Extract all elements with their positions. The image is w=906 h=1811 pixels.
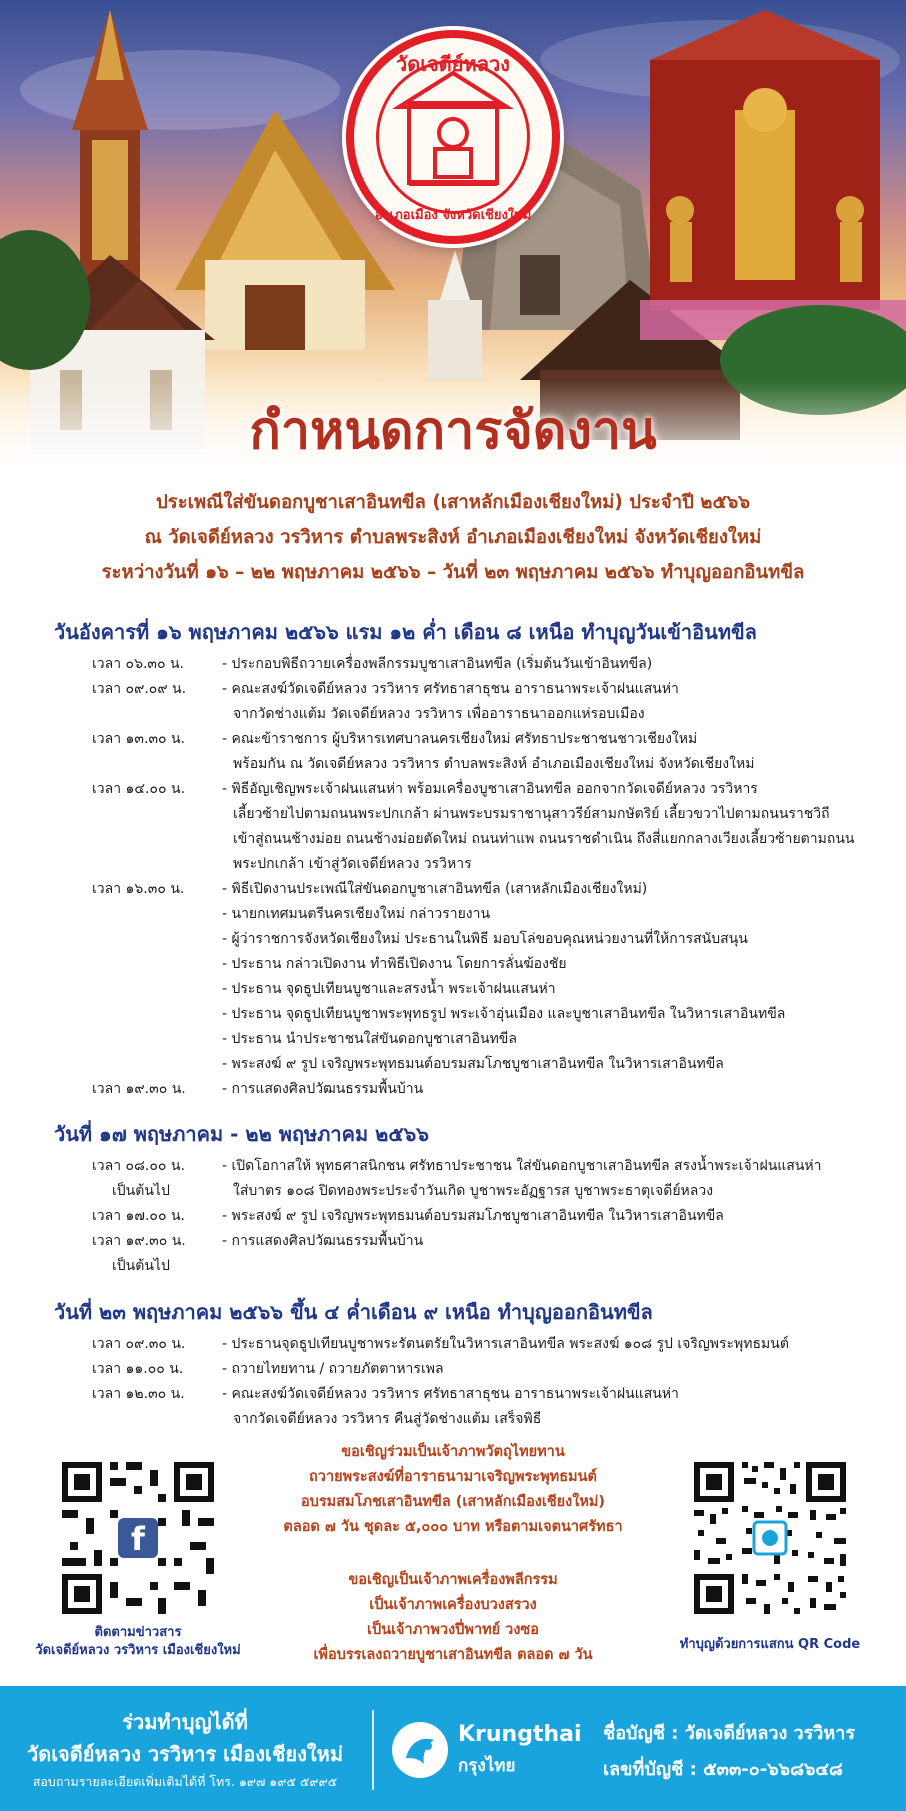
page-title: กำหนดการจัดงาน [249,400,657,461]
seal-bottom-text: อำเภอเมือง จังหวัดเชียงใหม่ [374,208,532,223]
schedule-desc: - คณะสงฆ์วัดเจดีย์หลวง วรวิหาร ศรัทธาสาธุชน อาราธนาพระเจ้าฝนแสนห่า [222,681,679,697]
schedule-desc-cont: พระปกเกล้า เข้าสู่วัดเจดีย์หลวง วรวิหาร [233,856,472,872]
invite-line: อบรมสมโภชเสาอินทขีล (เสาหลักเมืองเชียงใหม่) [300,1494,606,1510]
invite-line: ขอเชิญเป็นเจ้าภาพเครื่องพลีกรรม [348,1572,558,1588]
footer-divider [372,1710,374,1790]
schedule-time: เวลา ๐๙.๐๙ น. [92,681,187,697]
schedule-desc: - พระสงฆ์ ๙ รูป เจริญพระพุทธมนต์อบรมสมโภชบูชาเสาอินทขีล ในวิหารเสาอินทขีล [222,1056,724,1072]
invite-line: ถวายพระสงฆ์ที่อาราธนามาเจริญพระพุทธมนต์ [309,1469,597,1485]
donation-qr-caption: ทำบุญด้วยการแสกน QR Code [679,1637,861,1652]
seal-top-text: วัดเจดีย์หลวง [396,52,510,76]
footer-donate-heading: ร่วมทำบุญได้ที่ [122,1710,248,1734]
schedule-time: เวลา ๐๖.๓๐ น. [92,656,185,672]
schedule-desc: - ประธานจุดธูปเทียนบูชาพระรัตนตรัยในวิหารเสาอินทขีล พระสงฆ์ ๑๐๘ รูป เจริญพระพุทธมนต์ [222,1336,789,1352]
subtitle-line-1: ประเพณีใส่ขันดอกบูชาเสาอินทขีล (เสาหลักเมืองเชียงใหม่) ประจำปี ๒๕๖๖ [156,492,750,513]
schedule-desc: - ประธาน จุดธูปเทียนบูชาและสรงน้ำ พระเจ้าฝนแสนห่า [222,981,556,997]
schedule-desc: - ประธาน จุดธูปเทียนบูชาพระพุทธรูป พระเจ้าอุ่นเมือง และบูชาเสาอินทขีล ในวิหารเสาอินทขีล [222,1006,786,1022]
footer-contact-phone: สอบถามรายละเอียดเพิ่มเติมได้ที่ โทร. ๑๙๗ ๑๙๕ ๕๙๙๕ [32,1774,338,1789]
day3-heading: วันที่ ๒๓ พฤษภาคม ๒๕๖๖ ขึ้น ๔ ค่ำเดือน ๙ เหนือ ทำบุญออกอินทขีล [54,1300,653,1324]
schedule-desc: - นายกเทศมนตรีนครเชียงใหม่ กล่าวรายงาน [222,906,491,922]
schedule-desc: - การแสดงศิลปวัฒนธรรมพื้นบ้าน [222,1081,424,1097]
invite-line: เป็นเจ้าภาพเครื่องบวงสรวง [369,1597,537,1613]
schedule-time: เวลา ๑๒.๓๐ น. [92,1386,185,1402]
schedule-desc-cont: พร้อมกัน ณ วัดเจดีย์หลวง วรวิหาร ตำบลพระสิงห์ อำเภอเมืองเชียงใหม่ จังหวัดเชียงใหม่ [233,756,755,772]
schedule-time: เวลา ๑๔.๐๐ น. [92,781,186,797]
schedule-time: เวลา ๐๙.๓๐ น. [92,1336,186,1352]
schedule-desc: - คณะข้าราชการ ผู้บริหารเทศบาลนครเชียงใหม่ ศรัทธาประชาชนชาวเชียงใหม่ [222,731,698,747]
schedule-desc-cont: เลี้ยวซ้ายไปตามถนนพระปกเกล้า ผ่านพระบรมราชานุสาวรีย์สามกษัตริย์ เลี้ยวขวาไปตามถนนราชวิถี [233,806,830,822]
account-number: เลขที่บัญชี : ๕๓๓-๐-๖๖๘๖๔๘ [603,1759,843,1780]
account-name: ชื่อบัญชี : วัดเจดีย์หลวง วรวิหาร [603,1723,856,1744]
facebook-qr-caption-1: ติดตามข่าวสาร [94,1625,182,1640]
schedule-time: เวลา ๑๙.๓๐ น. [92,1233,186,1249]
footer-bar [0,1686,906,1811]
invite-line: ขอเชิญร่วมเป็นเจ้าภาพวัตถุไทยทาน [341,1444,565,1460]
shrine-icon [379,63,527,211]
schedule-desc: - ถวายไทยทาน / ถวายภัตตาหารเพล [222,1361,444,1377]
bank-name-th: กรุงไทย [458,1756,516,1776]
schedule-desc: - พระสงฆ์ ๙ รูป เจริญพระพุทธมนต์อบรมสมโภชบูชาเสาอินทขีล ในวิหารเสาอินทขีล [222,1208,724,1224]
schedule-desc: - พิธีเปิดงานประเพณีใส่ขันดอกบูชาเสาอินทขีล (เสาหลักเมืองเชียงใหม่) [222,881,648,897]
schedule-desc: - ประธาน กล่าวเปิดงาน ทำพิธีเปิดงาน โดยการลั่นฆ้องชัย [222,956,567,972]
footer-temple-name: วัดเจดีย์หลวง วรวิหาร เมืองเชียงใหม่ [26,1742,344,1766]
invite-line: ตลอด ๗ วัน ชุดละ ๕,๐๐๐ บาท หรือตามเจตนาศรัทธา [283,1519,623,1535]
svg-text:f: f [131,1520,145,1558]
schedule-desc-cont: เข้าสู่ถนนช้างม่อย ถนนช้างม่อยตัดใหม่ ถนนท่าแพ ถนนราชดำเนิน ถึงสี่แยกกลางเวียงเลี้ยวซ้ายตามถนน [233,831,855,847]
schedule-desc: - ผู้ว่าราชการจังหวัดเชียงใหม่ ประธานในพิธี มอบโล่ขอบคุณหน่วยงานที่ให้การสนับสนุน [222,931,748,947]
schedule-desc-cont: ใส่บาตร ๑๐๘ ปิดทองพระประจำวันเกิด บูชาพระอัฏฐารส บูชาพระธาตุเจดีย์หลวง [233,1183,714,1199]
schedule-desc: - พิธีอัญเชิญพระเจ้าฝนแสนห่า พร้อมเครื่องบูชาเสาอินทขีล ออกจากวัดเจดีย์หลวง วรวิหาร [222,781,758,797]
schedule-time: เวลา ๑๖.๓๐ น. [92,881,185,897]
schedule-desc: - ประธาน นำประชาชนใส่ขันดอกบูชาเสาอินทขีล [222,1031,517,1047]
seal-inner-ring [376,60,530,214]
krungthai-logo-icon [392,1722,448,1778]
day2-heading: วันที่ ๑๗ พฤษภาคม - ๒๒ พฤษภาคม ๒๕๖๖ [54,1122,429,1146]
schedule-time-cont: เป็นต้นไป [112,1258,170,1274]
schedule-desc: - ประกอบพิธีถวายเครื่องพลีกรรมบูชาเสาอินทขีล (เริ่มต้นวันเข้าอินทขีล) [222,656,653,672]
schedule-time: เวลา ๑๓.๓๐ น. [92,731,186,747]
facebook-qr-caption [18,1624,258,1659]
qr-code-icon [58,1458,218,1618]
subtitle-line-2: ณ วัดเจดีย์หลวง วรวิหาร ตำบลพระสิงห์ อำเภอเมืองเชียงใหม่ จังหวัดเชียงใหม่ [144,527,762,548]
subtitle-line-3: ระหว่างวันที่ ๑๖ – ๒๒ พฤษภาคม ๒๕๖๖ – วันที่ ๒๓ พฤษภาคม ๒๕๖๖ ทำบุญออกอินทขีล [101,562,805,583]
schedule-desc: - เปิดโอกาสให้ พุทธศาสนิกชน ศรัทธาประชาชน ใส่ขันดอกบูชาเสาอินทขีล สรงน้ำพระเจ้าฝนแสนห่า [222,1158,822,1174]
qr-code-icon [690,1458,850,1618]
invite-line: เป็นเจ้าภาพวงปี่พาทย์ วงซอ [367,1622,539,1638]
schedule-time-cont: เป็นต้นไป [112,1183,170,1199]
facebook-qr-caption-2: วัดเจดีย์หลวง วรวิหาร เมืองเชียงใหม่ [35,1642,241,1658]
schedule-desc-cont: จากวัดช่างแต้ม วัดเจดีย์หลวง วรวิหาร เพื่ออาราธนาออกแห่รอบเมือง [233,706,645,722]
temple-seal-logo [346,30,560,244]
schedule-desc-cont: จากวัดเจดีย์หลวง วรวิหาร คืนสู่วัดช่างแต้ม เสร็จพิธี [233,1411,542,1427]
schedule-time: เวลา ๑๙.๓๐ น. [92,1081,186,1097]
schedule-desc: - การแสดงศิลปวัฒนธรรมพื้นบ้าน [222,1233,424,1249]
schedule-time: เวลา ๑๑.๐๐ น. [92,1361,184,1377]
day1-heading: วันอังคารที่ ๑๖ พฤษภาคม ๒๕๖๖ แรม ๑๒ ค่ำ เดือน ๘ เหนือ ทำบุญวันเข้าอินทขีล [54,620,757,644]
schedule-time: เวลา ๐๘.๐๐ น. [92,1158,185,1174]
donation-qr-code[interactable] [690,1458,850,1618]
schedule-desc: - คณะสงฆ์วัดเจดีย์หลวง วรวิหาร ศรัทธาสาธุชน อาราธนาพระเจ้าฝนแสนห่า [222,1386,679,1402]
invite-line: เพื่อบรรเลงถวายบูชาเสาอินทขีล ตลอด ๗ วัน [313,1647,593,1663]
bank-name-en: Krungthai [458,1722,582,1747]
facebook-qr-code[interactable] [58,1458,218,1618]
schedule-time: เวลา ๑๗.๐๐ น. [92,1208,185,1224]
